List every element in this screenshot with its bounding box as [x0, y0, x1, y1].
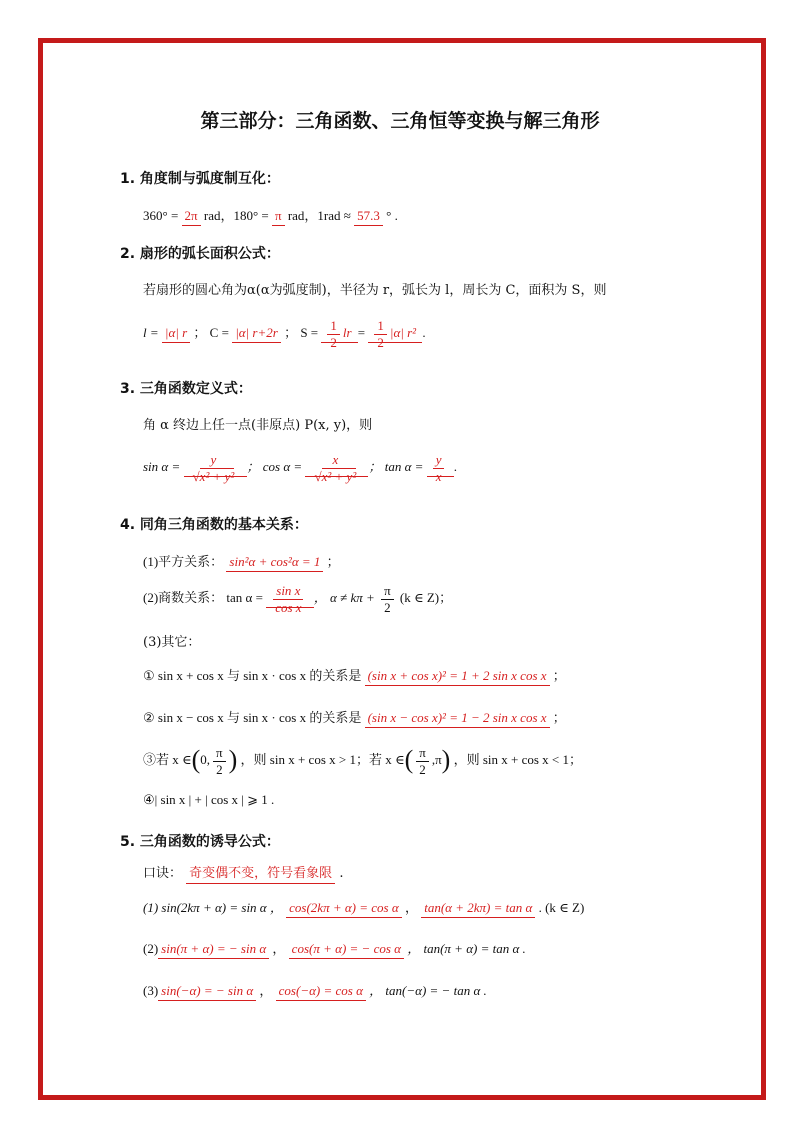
s3-intro: 角 α 终边上任一点(非原点) P(x, y)，则 [143, 418, 373, 433]
answer-sin-def: $\frac{y}{\text{√x² + y²}}$ [184, 459, 247, 477]
s1-formula: 360° = 2π rad，180° = π rad，1rad ≈ 57.3 ° . [143, 205, 398, 224]
s4-other-label: (3)其它： [143, 635, 201, 650]
answer-area-1: $\frac{1}{2}$ lr [321, 325, 357, 343]
section-1-heading: 1. 角度制与弧度制互化： [120, 171, 280, 187]
answer-cos-neg: cos(−α) = cos α [276, 983, 366, 1001]
answer-perimeter: |α| r+2r [232, 325, 281, 343]
answer-57-3: 57.3 [354, 208, 383, 226]
s5-row-2: (2) sin(π + α) = − sin α ， cos(π + α) = − cos α ， tan(π + α) = tan α . [143, 938, 526, 957]
s4-other-4: ④| sin x | + | cos x | ⩾ 1 . [143, 792, 275, 807]
answer-sum-square: (sin x + cos x)² = 1 + 2 sin x cos x [365, 668, 550, 686]
answer-2pi: 2π [182, 208, 201, 226]
section-3-heading: 3. 三角函数定义式： [120, 381, 252, 397]
s5-row-1: (1) sin(2kπ + α) = sin α ， cos(2kπ + α) = cos α ， tan(α + 2kπ) = tan α . (k ∈ Z) [143, 897, 584, 916]
page-title: 第三部分：三角函数、三角恒等变换与解三角形 [200, 110, 600, 132]
answer-area-2: $\frac{1}{2}$ |α| r² [368, 325, 422, 343]
answer-tan-def: $\frac{y}{x}$ [427, 459, 454, 477]
answer-quotient-relation: $\frac{\text{sin x}}{\text{cos x}}$ [266, 590, 314, 608]
s2-formula: l = |α| r ； C = |α| r+2r ； S = $\frac{1}{2}$ lr = $\frac{1}{2}$ |α| r² . [143, 318, 426, 350]
answer-cos-2kpi: cos(2kπ + α) = cos α [286, 900, 402, 918]
answer-cos-def: $\frac{x}{\text{√x² + y²}}$ [305, 459, 368, 477]
s4-square-relation: (1)平方关系： sin²α + cos²α = 1 ； [143, 551, 340, 570]
section-2-heading: 2. 扇形的弧长面积公式： [120, 246, 280, 262]
section-5-heading: 5. 三角函数的诱导公式： [120, 834, 280, 850]
answer-diff-square: (sin x − cos x)² = 1 − 2 sin x cos x [365, 710, 550, 728]
answer-sin-pi: sin(π + α) = − sin α [158, 941, 269, 959]
s2-intro: 若扇形的圆心角为α(α为弧度制)，半径为 r，弧长为 l，周长为 C，面积为 S，则 [143, 283, 607, 298]
s4-other-2: ② sin x − cos x 与 sin x · cos x 的关系是 (sin x − cos x)² = 1 − 2 sin x cos x ； [143, 707, 566, 726]
s3-formula: sin α = $\frac{y}{\text{√x² + y²}}$ ； cos α = $\frac{x}{\text{√x² + y²}}$ ； tan α = $\frac{y}{x}$ . [143, 452, 457, 484]
s4-other-1: ① sin x + cos x 与 sin x · cos x 的关系是 (sin x + cos x)² = 1 + 2 sin x cos x ； [143, 665, 566, 684]
answer-cos-pi: cos(π + α) = − cos α [289, 941, 404, 959]
answer-arc-length: |α| r [162, 325, 190, 343]
section-4-heading: 4. 同角三角函数的基本关系： [120, 517, 308, 533]
answer-mnemonic: 奇变偶不变，符号看象限 [186, 866, 335, 884]
s4-other-3: ③若 x ∈(0, $\frac{\pi}{2}$ ) ，则 sin x + cos x > 1；若 x ∈( $\frac{\pi}{2}$ ,π) ，则 sin x + cos x < 1； [143, 745, 583, 777]
s4-quotient-relation: (2)商数关系： tan α = $\frac{\text{sin x}}{\text{cos x}}$ ， α ≠ kπ + $\frac{\pi}{2}$ (k ∈ Z)； [143, 583, 453, 615]
answer-tan-2kpi: tan(α + 2kπ) = tan α [421, 900, 535, 918]
s5-row-3: (3) sin(−α) = − sin α ， cos(−α) = cos α ， tan(−α) = − tan α . [143, 980, 487, 999]
s5-mnemonic: 口诀： 奇变偶不变，符号看象限 . [143, 862, 343, 881]
answer-sin-neg: sin(−α) = − sin α [158, 983, 256, 1001]
answer-square-relation: sin²α + cos²α = 1 [226, 554, 323, 572]
answer-pi: π [272, 208, 285, 226]
